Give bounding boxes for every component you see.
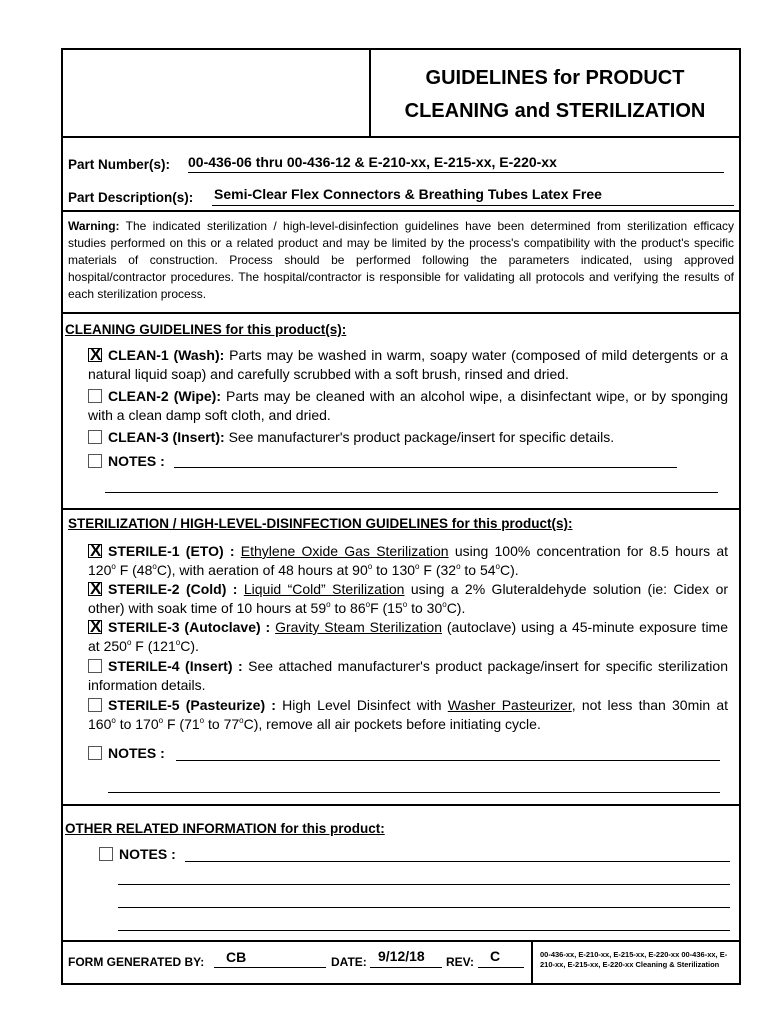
form-title: GUIDELINES for PRODUCT CLEANING and STERILIZATION [404, 67, 706, 122]
clean-3-checkbox[interactable] [88, 430, 102, 444]
clean-1-checkbox[interactable]: X [90, 345, 102, 364]
other-notes-line-2[interactable] [118, 884, 730, 885]
sterile-notes-checkbox[interactable] [88, 746, 102, 760]
part-number-row [68, 157, 170, 172]
part-number-label: Part Number(s): [68, 157, 171, 172]
clean-notes-line-1[interactable] [174, 467, 677, 468]
clean-notes-checkbox[interactable] [88, 454, 102, 468]
other-notes-checkbox[interactable] [99, 847, 113, 861]
date-value: 9/12/18 [378, 948, 425, 964]
sterile-notes-line-2[interactable] [108, 792, 720, 793]
date-label: DATE: [331, 955, 367, 969]
other-notes-line-3[interactable] [118, 907, 730, 908]
footer-note: 00-436-xx, E-210-xx, E-215-xx, E-220-xx 00-436-xx, E-210-xx, E-215-xx, E-220-xx Cleaning & Sterilization [540, 950, 728, 969]
warning-text: Warning: The indicated sterilization / high-level-disinfection guidelines have been determined from sterilization efficacy studies performed on this or a related product and may be limited by the process's compatibility with the product's specific materials of construction. Process should be performed following the parameters indicated, using approved hospital/contractor procedures. The hospital/contractor is responsible for validating all protocols and verifying the results of each sterilization process. [68, 219, 734, 301]
sterile-2-item: X STERILE-2 (Cold) : Liquid “Cold” Sterilization using a 2% Gluteraldehyde solution (ie: Cidex or other) with soak time of 10 hours at 59$^o$ to 86$^o$F (15$^o$ to 30$^o$C). [88, 579, 729, 616]
divider [61, 136, 741, 138]
other-notes-item: NOTES : [99, 845, 719, 864]
divider [61, 312, 741, 314]
sterile-3-checkbox[interactable]: X [90, 617, 102, 636]
form-generated-value: CB [226, 949, 247, 965]
clean-notes-line-2[interactable] [105, 492, 718, 493]
clean-notes-item: NOTES : [88, 452, 728, 471]
rev-line [478, 967, 524, 968]
sterile-1-item: X STERILE-1 (ETO) : Ethylene Oxide Gas Sterilization using 100% concentration for 8.5 hours at 120$^o$ F (48$^o$C), with aeration of 48 hours at 90$^o$ to 130$^o$ F (32$^o$ to 54$^o$C). [88, 541, 729, 578]
other-notes-line-4[interactable] [118, 930, 730, 931]
part-number-value: 00-436-06 thru 00-436-12 & E-210-xx, E-215-xx, E-220-xx [188, 154, 557, 170]
divider [61, 508, 741, 510]
cleaning-heading: CLEANING GUIDELINES for this product(s): [65, 322, 347, 337]
form-generated-line [214, 967, 326, 968]
sterilization-heading: STERILIZATION / HIGH-LEVEL-DISINFECTION GUIDELINES for this product(s): [68, 516, 573, 531]
divider [61, 210, 741, 212]
other-info-heading: OTHER RELATED INFORMATION for this product: [65, 821, 385, 836]
clean-2-item: CLEAN-2 (Wipe): Parts may be cleaned with an alcohol wipe, a disinfectant wipe, or by sponging with a clean damp soft cloth, and dried. [88, 388, 729, 423]
part-number-line [188, 172, 724, 173]
sterile-5-checkbox[interactable] [88, 698, 102, 712]
clean-3-item: CLEAN-3 (Insert): See manufacturer's product package/insert for specific details. [88, 428, 728, 447]
sterile-notes-item: NOTES : [88, 744, 728, 763]
sterile-1-checkbox[interactable]: X [90, 541, 102, 560]
sterile-3-item: X STERILE-3 (Autoclave) : Gravity Steam Sterilization (autoclave) using a 45-minute exposure time at 250$^o$ F (121$^o$C). [88, 617, 728, 654]
sterile-4-item: STERILE-4 (Insert) : See attached manufacturer's product package/insert for specific sterilization information details. [88, 658, 728, 693]
sterile-5-item: STERILE-5 (Pasteurize) : High Level Disinfect with Washer Pasteurizer, not less than 30min at 160$^o$ to 170$^o$ F (71$^o$ to 77$^o$C), remove all air pockets before initiating cycle. [88, 697, 729, 732]
clean-2-checkbox[interactable] [88, 389, 102, 403]
date-line [370, 967, 442, 968]
other-notes-line-1[interactable] [185, 861, 730, 862]
clean-1-item: X CLEAN-1 (Wash): Parts may be washed in warm, soapy water (composed of mild detergents or a natural liquid soap) and carefully scrubbed with a soft brush, rinsed and dried. [88, 345, 729, 382]
divider [61, 804, 741, 806]
divider [61, 940, 741, 942]
form-generated-label: FORM GENERATED BY: [68, 955, 205, 969]
part-description-value: Semi-Clear Flex Connectors & Breathing Tubes Latex Free [214, 186, 602, 202]
sterile-4-checkbox[interactable] [88, 659, 102, 673]
part-description-label: Part Description(s): [68, 190, 194, 205]
rev-value: C [490, 948, 501, 964]
rev-label: REV: [446, 955, 475, 969]
sterile-notes-line-1[interactable] [176, 760, 720, 761]
part-description-line [212, 205, 734, 206]
footer-divider [531, 940, 533, 985]
sterile-2-checkbox[interactable]: X [90, 579, 102, 598]
